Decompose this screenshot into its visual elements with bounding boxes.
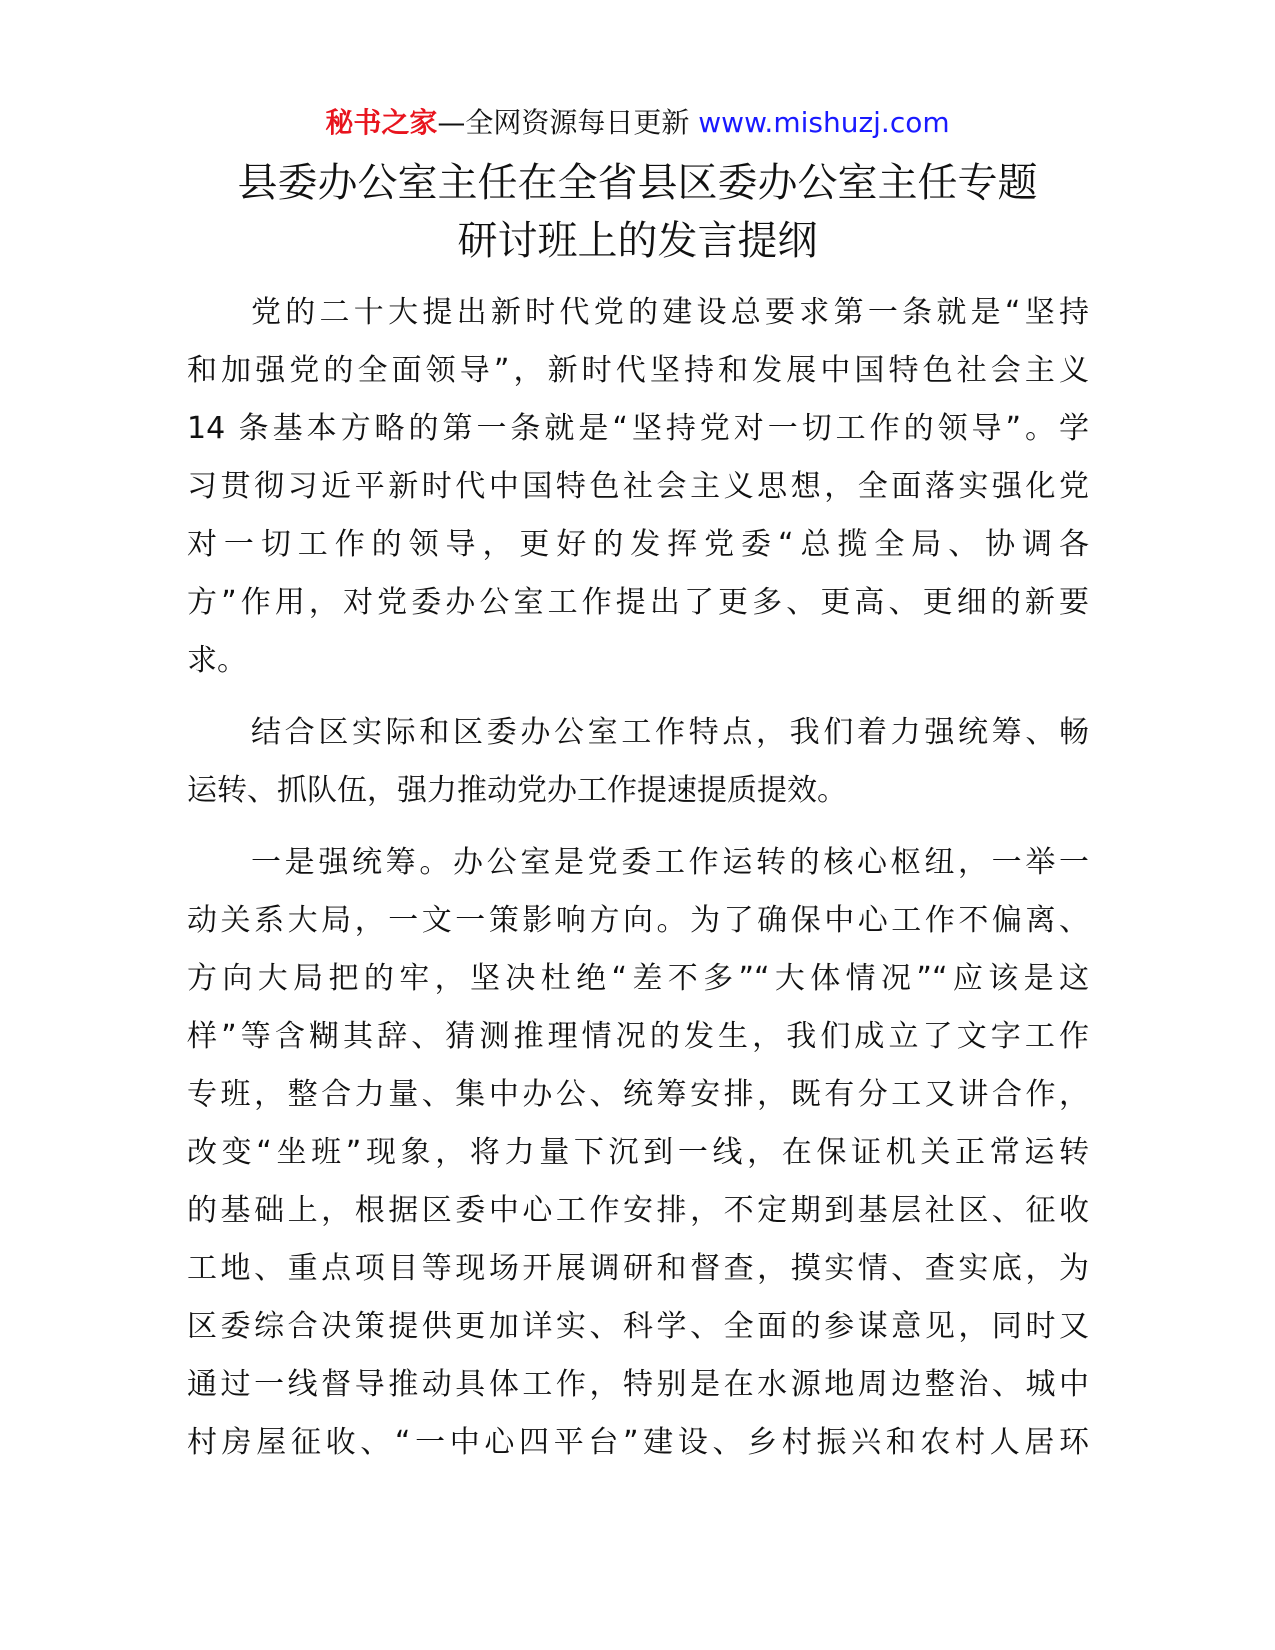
text-line: 专班，整合力量、集中办公、统筹安排，既有分工又讲合作， (187, 1077, 1089, 1112)
text-line: 一是强统筹。办公室是党委工作运转的核心枢纽，一举一 (251, 845, 1089, 880)
text-line: 14 条基本方略的第一条就是“坚持党对一切工作的领导”。学 (187, 411, 1089, 446)
text-line: 样”等含糊其辞、猜测推理情况的发生，我们成立了文字工作 (187, 1019, 1089, 1054)
text-line: 和加强党的全面领导”，新时代坚持和发展中国特色社会主义 (187, 353, 1089, 388)
document-title (0, 154, 1275, 270)
text-line: 方”作用，对党委办公室工作提出了更多、更高、更细的新要 (187, 585, 1089, 620)
text-line: 改变“坐班”现象，将力量下沉到一线，在保证机关正常运转 (187, 1135, 1089, 1170)
document-body (187, 284, 1089, 1486)
text-line: 的基础上，根据区委中心工作安排，不定期到基层社区、征收 (187, 1193, 1089, 1228)
paragraph (187, 284, 1089, 690)
text-line: 动关系大局，一文一策影响方向。为了确保中心工作不偏离、 (187, 903, 1089, 938)
text-line: 求。 (187, 643, 247, 678)
title-line: 县委办公室主任在全省县区委办公室主任专题 (237, 160, 1038, 206)
text-line: 习贯彻习近平新时代中国特色社会主义思想，全面落实强化党 (187, 469, 1089, 504)
text-line: 区委综合决策提供更加详实、科学、全面的参谋意见，同时又 (187, 1309, 1089, 1344)
site-url-link[interactable]: www.mishuzj.com (698, 106, 950, 139)
brand-name: 秘书之家 (325, 106, 438, 139)
title-line: 研讨班上的发言提纲 (457, 218, 818, 264)
text-line: 工地、重点项目等现场开展调研和督查，摸实情、查实底，为 (187, 1251, 1089, 1286)
paragraph (187, 834, 1089, 1472)
text-line: 方向大局把的牢，坚决杜绝“差不多”“大体情况”“应该是这 (187, 961, 1089, 996)
header-tagline: —全网资源每日更新 (437, 106, 699, 139)
text-line: 村房屋征收、“一中心四平台”建设、乡村振兴和农村人居环 (187, 1425, 1089, 1460)
site-header (0, 103, 1275, 143)
text-line: 运转、抓队伍，强力推动党办工作提速提质提效。 (187, 773, 847, 808)
text-line: 党的二十大提出新时代党的建设总要求第一条就是“坚持 (251, 295, 1089, 330)
text-line: 结合区实际和区委办公室工作特点，我们着力强统筹、畅 (251, 715, 1089, 750)
text-line: 通过一线督导推动具体工作，特别是在水源地周边整治、城中 (187, 1367, 1089, 1402)
paragraph (187, 704, 1089, 820)
text-line: 对一切工作的领导，更好的发挥党委“总揽全局、协调各 (187, 527, 1089, 562)
